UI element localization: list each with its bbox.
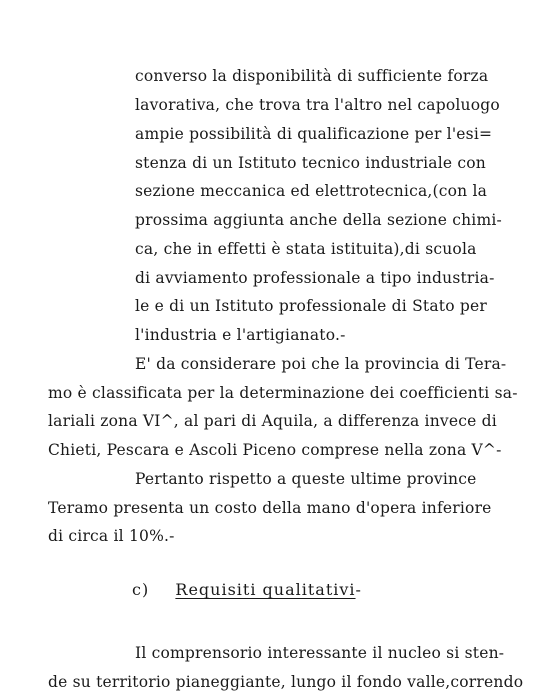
text-line: Il comprensorio interessante il nucleo si sten- [135,644,505,662]
text-line: lavorativa, che trova tra l'altro nel capoluogo [135,96,500,114]
text-line: de su territorio pianeggiante, lungo il fondo valle,correndo [48,673,524,691]
text-line: Pertanto rispetto a queste ultime province [135,470,477,488]
section-heading-suffix: - [355,580,362,599]
text-line: Teramo presenta un costo della mano d'opera inferiore [48,499,492,517]
text-line: ampie possibilità di qualificazione per l'esi= [135,125,493,143]
text-line: di circa il 10%.- [48,527,175,545]
section-heading-prefix: c) [132,580,150,599]
text-line: le e di un Istituto professionale di Stato per [135,297,487,315]
text-line: stenza di un Istituto tecnico industriale con [135,154,486,172]
text-line: l'industria e l'artigianato.- [135,326,346,344]
text-line: mo è classificata per la determinazione dei coefficienti sa- [48,384,518,402]
text-line: converso la disponibilità di sufficiente forza [135,67,489,85]
section-heading-title: Requisiti qualitativi [175,580,356,599]
text-line: ca, che in effetti è stata istituita),di scuola [135,240,477,258]
text-line: sezione meccanica ed elettrotecnica,(con la [135,182,488,200]
text-line: di avviamento professionale a tipo industria- [135,269,495,287]
text-line: prossima aggiunta anche della sezione chimi- [135,211,502,229]
text-line: E' da considerare poi che la provincia di Tera- [135,355,507,373]
text-line: Chieti, Pescara e Ascoli Piceno comprese nella zona V^- [48,441,502,459]
section-heading [132,580,362,600]
text-line: lariali zona VI^, al pari di Aquila, a differenza invece di [48,412,497,430]
